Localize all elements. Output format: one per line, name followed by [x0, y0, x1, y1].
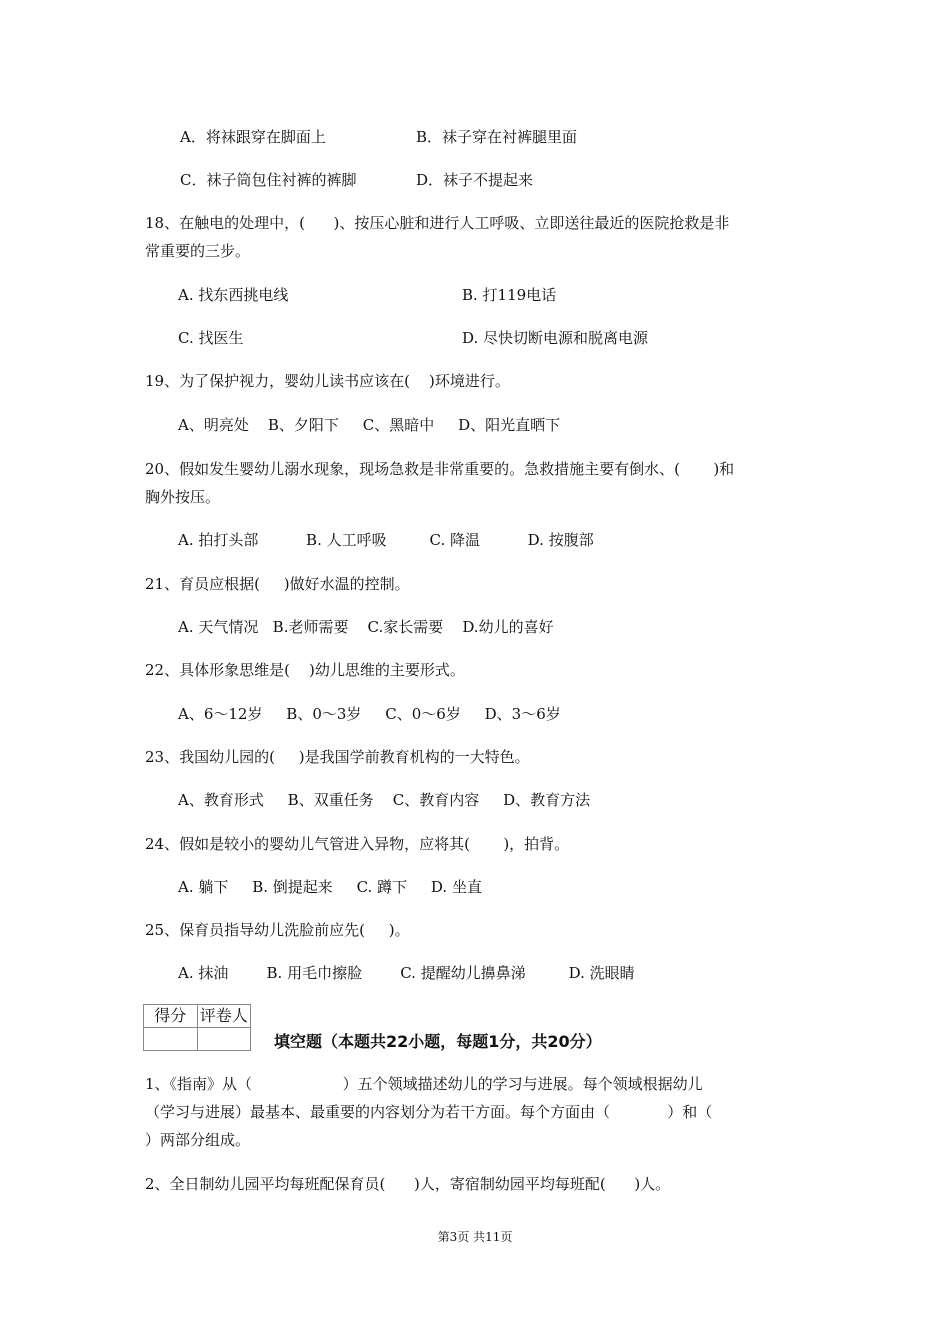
q21-options: A. 天气情况 B.老师需要 C.家长需要 D.幼儿的喜好 [178, 618, 554, 636]
fill1-line1: 1、《指南》从（ ）五个领域描述幼儿的学习与进展。每个领域根据幼儿 [145, 1075, 703, 1093]
q18-option-c: C. 找医生 [178, 329, 244, 347]
q20-options: A. 拍打头部 B. 人工呼吸 C. 降温 D. 按腹部 [178, 531, 594, 549]
q20-stem-line2: 胸外按压。 [145, 488, 221, 506]
q19-stem: 19、为了保护视力，婴幼儿读书应该在( )环境进行。 [145, 372, 510, 390]
fill2-line1: 2、全日制幼儿园平均每班配保育员( )人，寄宿制幼园平均每班配( )人。 [145, 1175, 671, 1193]
q17-option-d: D．袜子不提起来 [416, 171, 534, 189]
q19-options: A、明亮处 B、夕阳下 C、黑暗中 D、阳光直晒下 [178, 416, 561, 434]
q18-stem-line2: 常重要的三步。 [145, 242, 251, 260]
q17-option-a: A．将袜跟穿在脚面上 [180, 128, 326, 146]
q20-stem-line1: 20、假如发生婴幼儿溺水现象，现场急救是非常重要的。急救措施主要有倒水、( )和 [145, 460, 735, 478]
q22-options: A、6～12岁 B、0～3岁 C、0～6岁 D、3～6岁 [178, 705, 561, 723]
q25-options: A. 抹油 B. 用毛巾擦脸 C. 提醒幼儿擤鼻涕 D. 洗眼睛 [178, 964, 635, 982]
q18-stem-line1: 18、在触电的处理中，( )、按压心脏和进行人工呼吸、立即送往最近的医院抢救是非 [145, 214, 730, 232]
q23-stem: 23、我国幼儿园的( )是我国学前教育机构的一大特色。 [145, 748, 530, 766]
fill1-line2: （学习与进展）最基本、最重要的内容划分为若干方面。每个方面由（ ）和（ [145, 1103, 713, 1121]
q18-option-b: B. 打119电话 [462, 286, 557, 304]
q24-stem: 24、假如是较小的婴幼儿气管进入异物，应将其( )，拍背。 [145, 835, 570, 853]
grader-label: 评卷人 [197, 1005, 251, 1028]
grader-cell [197, 1028, 251, 1051]
score-table [143, 1004, 251, 1048]
q23-options: A、教育形式 B、双重任务 C、教育内容 D、教育方法 [178, 791, 591, 809]
score-cell [144, 1028, 198, 1051]
fill1-line3: ）两部分组成。 [145, 1131, 251, 1149]
q22-stem: 22、具体形象思维是( )幼儿思维的主要形式。 [145, 661, 465, 679]
q24-options: A. 躺下 B. 倒提起来 C. 蹲下 D. 坐直 [178, 878, 482, 896]
q21-stem: 21、育员应根据( )做好水温的控制。 [145, 575, 410, 593]
page-footer: 第3页 共11页 [437, 1230, 513, 1244]
section-title: 填空题（本题共22小题，每题1分，共20分） [274, 1032, 602, 1051]
score-label: 得分 [144, 1005, 198, 1028]
q18-option-a: A. 找东西挑电线 [178, 286, 289, 304]
q17-option-b: B．袜子穿在衬裤腿里面 [416, 128, 578, 146]
q17-option-c: C．袜子筒包住衬裤的裤脚 [180, 171, 357, 189]
q25-stem: 25、保育员指导幼儿洗脸前应先( )。 [145, 921, 410, 939]
q18-option-d: D. 尽快切断电源和脱离电源 [462, 329, 649, 347]
